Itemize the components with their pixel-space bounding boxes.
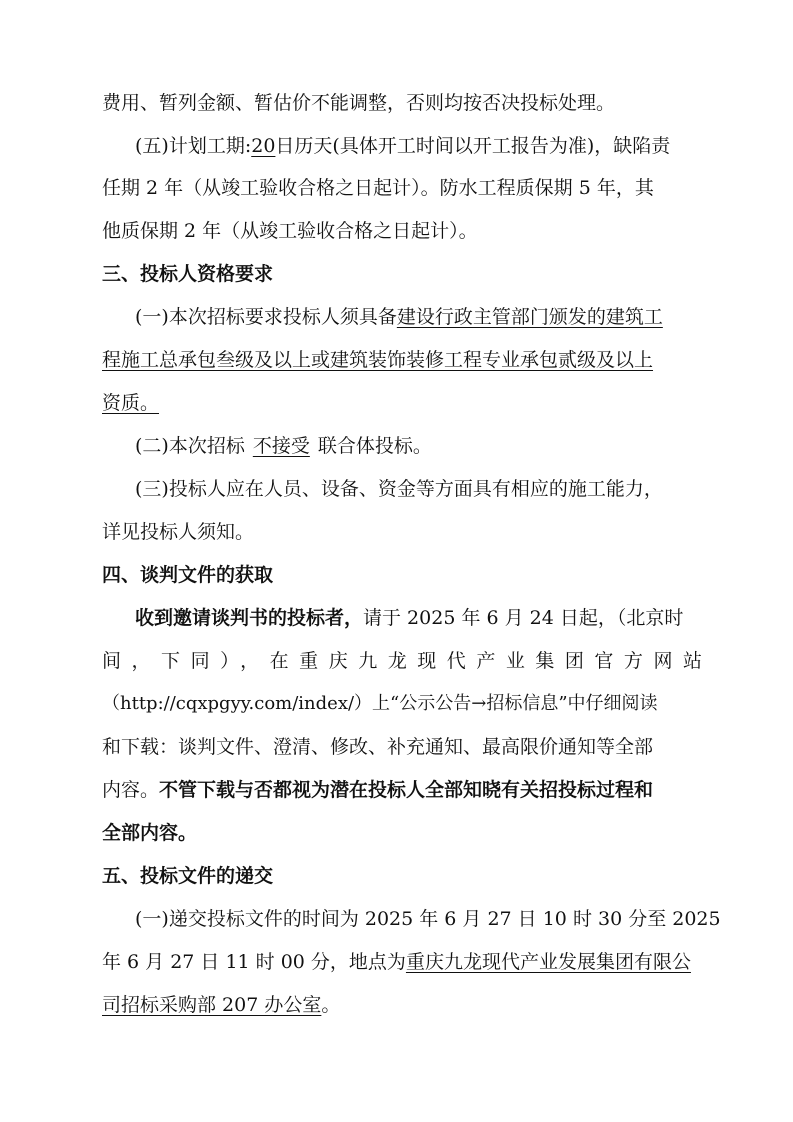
- text: (一)本次招标要求投标人须具备: [135, 306, 397, 328]
- text: 联合体投标。: [317, 435, 432, 457]
- submission-line-3: [102, 990, 702, 1020]
- submission-location: 司招标采购部 207 办公室: [102, 994, 322, 1016]
- text: (三)投标人应在人员、设备、资金等方面具有相应的施工能力，: [135, 478, 663, 500]
- bold-notice: 全部内容。: [102, 822, 198, 844]
- website-reference: （http://cqxpgyy.com/index/）上“公示公告→招标信息”中仔细阅读: [102, 693, 658, 714]
- qualification-requirement: 建设行政主管部门颁发的建筑工: [396, 306, 663, 328]
- text: 年 6 月 27 日 11 时 00 分，地点为: [102, 951, 406, 973]
- qualification-line-1: [135, 302, 702, 332]
- capability-line-2: [102, 517, 702, 547]
- text: (二)本次招标: [135, 435, 245, 457]
- text: (五)计划工期:: [135, 135, 252, 157]
- text: 日历天(具体开工时间以开工报告为准)，缺陷责: [275, 135, 671, 157]
- text: 请于 2025 年 6 月 24 日起，（北京时: [363, 607, 684, 629]
- submission-line-1: [135, 904, 721, 934]
- text: 任期 2 年（从竣工验收合格之日起计）。防水工程质保期 5 年，其: [102, 177, 654, 199]
- paragraph-line: [102, 88, 702, 118]
- section-heading-4: 四、谈判文件的获取: [102, 564, 274, 586]
- work-period-line-2: [102, 173, 702, 203]
- qualification-requirement: 程施工总承包叁级及以上或建筑装饰装修工程专业承包贰级及以上: [102, 349, 654, 371]
- section-heading-5: 五、投标文件的递交: [102, 865, 274, 887]
- capability-line-1: [135, 474, 702, 504]
- qualification-requirement: 资质。: [102, 392, 160, 414]
- bold-notice: 不管下载与否都视为潜在投标人全部知晓有关招投标过程和: [159, 779, 654, 801]
- section-heading-3: 三、投标人资格要求: [102, 263, 274, 285]
- text: 间，下同），在重庆九龙现代产业集团官方网站: [102, 650, 702, 672]
- consortium-line: [135, 431, 702, 461]
- text: 。: [321, 994, 341, 1016]
- work-period-line-1: [135, 131, 702, 161]
- acquisition-line-2: [102, 646, 702, 676]
- qualification-line-2: [102, 345, 702, 375]
- submission-location: 重庆九龙现代产业发展集团有限公: [405, 951, 691, 973]
- text: (一)递交投标文件的时间为 2025 年 6 月 27 日 10 时 30 分至 2025: [135, 908, 721, 930]
- acquisition-line-4: [102, 732, 702, 762]
- text: 详见投标人须知。: [102, 521, 255, 543]
- submission-line-2: [102, 947, 702, 977]
- work-period-line-3: [102, 216, 702, 246]
- text: 费用、暂列金额、暂估价不能调整，否则均按否决投标处理。: [102, 92, 616, 114]
- text: 内容。: [102, 779, 160, 801]
- acquisition-line-3: [102, 689, 702, 719]
- acquisition-line-5: [102, 775, 702, 805]
- acquisition-line-6: [102, 818, 702, 848]
- bold-lead: 收到邀请谈判书的投标者，: [135, 607, 364, 629]
- work-days-value: 20: [251, 135, 276, 157]
- text: 和下载：谈判文件、澄清、修改、补充通知、最高限价通知等全部: [102, 736, 654, 758]
- acquisition-line-1: [135, 603, 702, 633]
- text: 他质保期 2 年（从竣工验收合格之日起计）。: [102, 220, 478, 242]
- consortium-value: 不接受: [252, 435, 310, 457]
- qualification-line-3: [102, 388, 702, 418]
